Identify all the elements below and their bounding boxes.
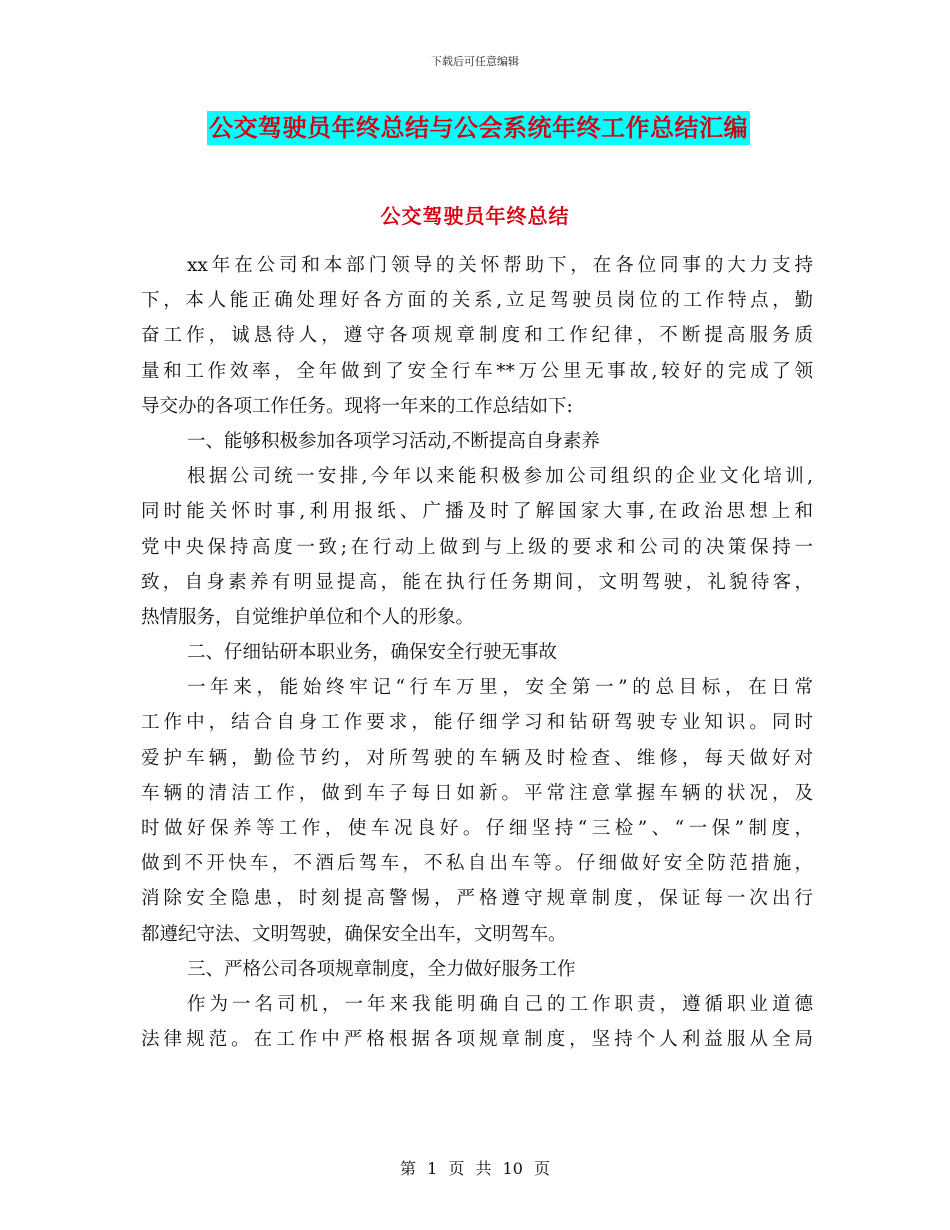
paragraph-line: 根据公司统一安排,今年以来能积极参加公司组织的企业文化培训, <box>187 466 813 488</box>
page-footer: 第 1 页 共 10 页 <box>400 1159 550 1178</box>
paragraph-line: 工作中，结合自身工作要求，能仔细学习和钻研驾驶专业知识。同时 <box>141 712 813 734</box>
paragraph-line: 致，自身素养有明显提高，能在执行任务期间，文明驾驶，礼貌待客， <box>141 571 813 593</box>
document-title: 公交驾驶员年终总结与公会系统年终工作总结汇编 <box>207 111 750 145</box>
subheading-line: 三、严格公司各项规章制度，全力做好服务工作 <box>187 958 576 980</box>
paragraph-line: 奋工作，诚恳待人，遵守各项规章制度和工作纪律，不断提高服务质 <box>141 325 813 347</box>
paragraph-line: 量和工作效率，全年做到了安全行车**万公里无事故,较好的完成了领 <box>141 360 813 382</box>
paragraph-line: 法律规范。在工作中严格根据各项规章制度，坚持个人利益服从全局 <box>141 1029 813 1051</box>
subheading-line: 二、仔细钻研本职业务，确保安全行驶无事故 <box>187 642 558 664</box>
section-title: 公交驾驶员年终总结 <box>380 204 570 228</box>
paragraph-line: 消除安全隐患，时刻提高警惕，严格遵守规章制度，保证每一次出行 <box>141 888 813 910</box>
paragraph-line: 时做好保养等工作，使车况良好。仔细坚持“三检”、“一保”制度， <box>141 818 813 839</box>
paragraph-line: 车辆的清洁工作，做到车子每日如新。平常注意掌握车辆的状况，及 <box>141 782 813 804</box>
paragraph-line: xx年在公司和本部门领导的关怀帮助下，在各位同事的大力支持 <box>187 255 813 276</box>
paragraph-line: 导交办的各项工作任务。现将一年来的工作总结如下: <box>141 395 573 417</box>
paragraph-line: 下，本人能正确处理好各方面的关系,立足驾驶员岗位的工作特点，勤 <box>141 290 813 312</box>
body-text <box>141 248 813 1057</box>
paragraph-line: 爱护车辆，勤俭节约，对所驾驶的车辆及时检查、维修，每天做好对 <box>141 747 813 769</box>
paragraph-line: 一年来，能始终牢记“行车万里，安全第一”的总目标，在日常 <box>187 677 813 699</box>
paragraph-line: 热情服务，自觉维护单位和个人的形象。 <box>141 606 475 628</box>
subheading-line: 一、能够积极参加各项学习活动,不断提高自身素养 <box>187 430 600 452</box>
paragraph-line: 同时能关怀时事,利用报纸、广播及时了解国家大事,在政治思想上和 <box>141 501 813 523</box>
paragraph-line: 都遵纪守法、文明驾驶，确保安全出车，文明驾车。 <box>141 923 567 945</box>
header-note: 下载后可任意编辑 <box>431 55 519 68</box>
paragraph-line: 做到不开快车，不酒后驾车，不私自出车等。仔细做好安全防范措施， <box>141 853 813 875</box>
paragraph-line: 党中央保持高度一致;在行动上做到与上级的要求和公司的决策保持一 <box>141 536 813 558</box>
paragraph-line: 作为一名司机，一年来我能明确自己的工作职责，遵循职业道德 <box>187 993 813 1015</box>
